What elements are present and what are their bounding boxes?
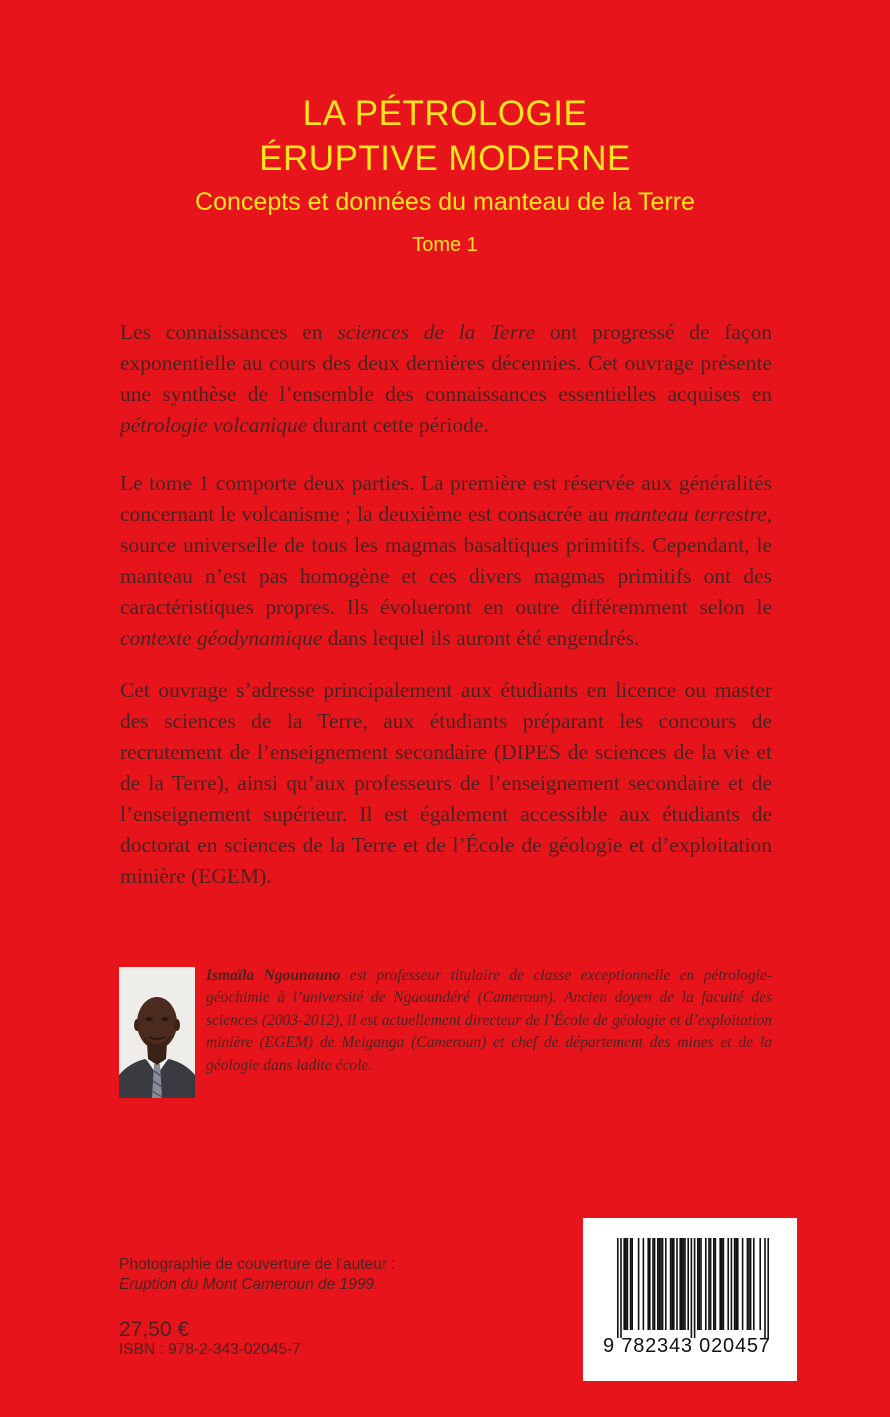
barcode-bar — [753, 1238, 755, 1330]
barcode-bar — [731, 1238, 733, 1330]
paragraph-text: , source universelle de tous les magmas basaltiques primitifs. Cependant, le manteau n’est pas homogène et ces divers magmas primitifs ont des caractéristiques propres. Ils évolueront en outre différemment selon le — [120, 502, 773, 619]
barcode-bar — [734, 1238, 736, 1330]
barcode-bar — [710, 1238, 712, 1330]
barcode-bar — [727, 1238, 729, 1330]
barcode-bar — [767, 1238, 769, 1338]
barcode-bar — [699, 1238, 701, 1330]
barcode-bar — [694, 1238, 696, 1338]
author-bio-text: est professeur titulaire de classe exceptionnelle en pétrologie-géochimie à l’université de Ngaoundéré (Cameroun). Ancien doyen de la faculté des sciences (2003-2012), il est actuellement directeur de l’École de géologie et d’exploitation minière (EGEM) de Meiganga (Cameroun) et chef de département des mines et de la géologie dans ladite école. — [206, 967, 772, 1074]
photo-credit-line-2: Eruption du Mont Cameroun de 1999. — [119, 1276, 379, 1293]
summary-paragraph-2 — [120, 468, 772, 654]
paragraph-text: ont progressé de façon exponentielle au cours des deux dernières décennies. Cet ouvrage présente une synthèse de l’ensemble des connaissances essentielles acquises en — [120, 320, 772, 406]
barcode-bar — [700, 1238, 702, 1330]
barcode-bar — [627, 1238, 629, 1330]
barcode-bar — [705, 1238, 707, 1330]
summary-paragraph-3 — [120, 675, 772, 892]
summary-paragraph-1 — [120, 317, 772, 441]
author-photo — [119, 967, 195, 1098]
barcode-panel — [583, 1218, 797, 1381]
paragraph-text: Le tome 1 comporte deux parties. La première est réservée aux généralités concernant le volcanisme ; la deuxième est consacrée au — [120, 471, 772, 526]
barcode-bar — [681, 1238, 683, 1330]
book-title-line-1: LA PÉTROLOGIE — [302, 94, 588, 133]
photo-credit-line-1: Photographie de couverture de l’auteur : — [119, 1256, 396, 1273]
barcode-bar — [649, 1238, 651, 1330]
barcode-bar — [735, 1238, 737, 1330]
author-portrait-image — [119, 967, 195, 1098]
barcode-bar — [750, 1238, 752, 1330]
barcode-bar — [715, 1238, 717, 1330]
barcode-bar — [630, 1238, 632, 1330]
barcode-bar — [660, 1238, 662, 1330]
emphasis-text: pétrologie volcanique — [120, 413, 308, 437]
barcode-bar — [721, 1238, 723, 1330]
barcode-bar — [684, 1238, 686, 1330]
barcode-bar — [719, 1238, 721, 1330]
barcode-bar — [713, 1238, 715, 1330]
paragraph-text: Les connaissances en — [120, 320, 338, 344]
barcode-bar — [673, 1238, 675, 1330]
price: 27,50 € — [119, 1318, 190, 1341]
barcode-bar — [617, 1238, 619, 1338]
barcode-bar — [683, 1238, 685, 1330]
tome-label: Tome 1 — [412, 234, 478, 256]
isbn: ISBN : 978-2-343-02045-7 — [119, 1341, 301, 1358]
barcode-bar — [747, 1238, 749, 1330]
paragraph-text: dans lequel ils auront été engendrés. — [322, 626, 640, 650]
barcode-bar — [620, 1238, 622, 1338]
barcode-bar — [759, 1238, 761, 1330]
barcode-bar — [671, 1238, 673, 1330]
barcode-bar — [679, 1238, 681, 1330]
author-name: Ismaïla Ngounouno — [206, 967, 341, 984]
barcode-bar — [665, 1238, 667, 1330]
barcode-digits: 9 782343 020457 — [603, 1335, 771, 1357]
barcode-bar — [708, 1238, 710, 1330]
barcode-bar — [623, 1238, 625, 1330]
barcode-bar — [737, 1238, 739, 1330]
photo-credit — [119, 1255, 396, 1295]
barcode-bar — [625, 1238, 627, 1330]
emphasis-text: manteau terrestre — [614, 502, 767, 526]
barcode-bar — [670, 1238, 672, 1330]
barcode-bar — [654, 1238, 656, 1330]
paragraph-text: durant cette période. — [307, 413, 489, 437]
book-subtitle: Concepts et données du manteau de la Terre — [195, 188, 695, 216]
barcode-bar — [691, 1238, 693, 1338]
barcode-bar — [697, 1238, 699, 1330]
barcode-bar — [764, 1238, 766, 1338]
barcode-bar — [676, 1238, 678, 1330]
barcode-bar — [631, 1238, 633, 1330]
paragraph-text: Cet ouvrage s’adresse principalement aux étudiants en licence ou master des sciences de la Terre, aux étudiants préparant les concours de recrutement de l’enseignement secondaire (DIPES de sciences de la vie et de la Terre), ainsi qu’aux professeurs de l’enseignement secondaire et de l’enseignement supérieur. Il est également accessible aux étudiants de doctorat en sciences de la Terre et de l’École de géologie et d’exploitation minière (EGEM). — [120, 678, 772, 888]
barcode-bar — [662, 1238, 664, 1330]
barcode-bar — [659, 1238, 661, 1330]
barcode-bar — [687, 1238, 689, 1330]
barcode-bar — [657, 1238, 659, 1330]
barcode-bar — [647, 1238, 649, 1330]
barcode-bar — [723, 1238, 725, 1330]
book-title-line-2: ÉRUPTIVE MODERNE — [259, 139, 631, 178]
emphasis-text: sciences de la Terre — [337, 320, 536, 344]
emphasis-text: contexte géodynamique — [120, 626, 323, 650]
barcode-bar — [748, 1238, 750, 1330]
barcode-bar — [742, 1238, 744, 1330]
author-bio — [206, 965, 772, 1077]
barcode-bar — [638, 1238, 640, 1330]
barcode-bar — [652, 1238, 654, 1330]
barcode-bar — [643, 1238, 645, 1330]
